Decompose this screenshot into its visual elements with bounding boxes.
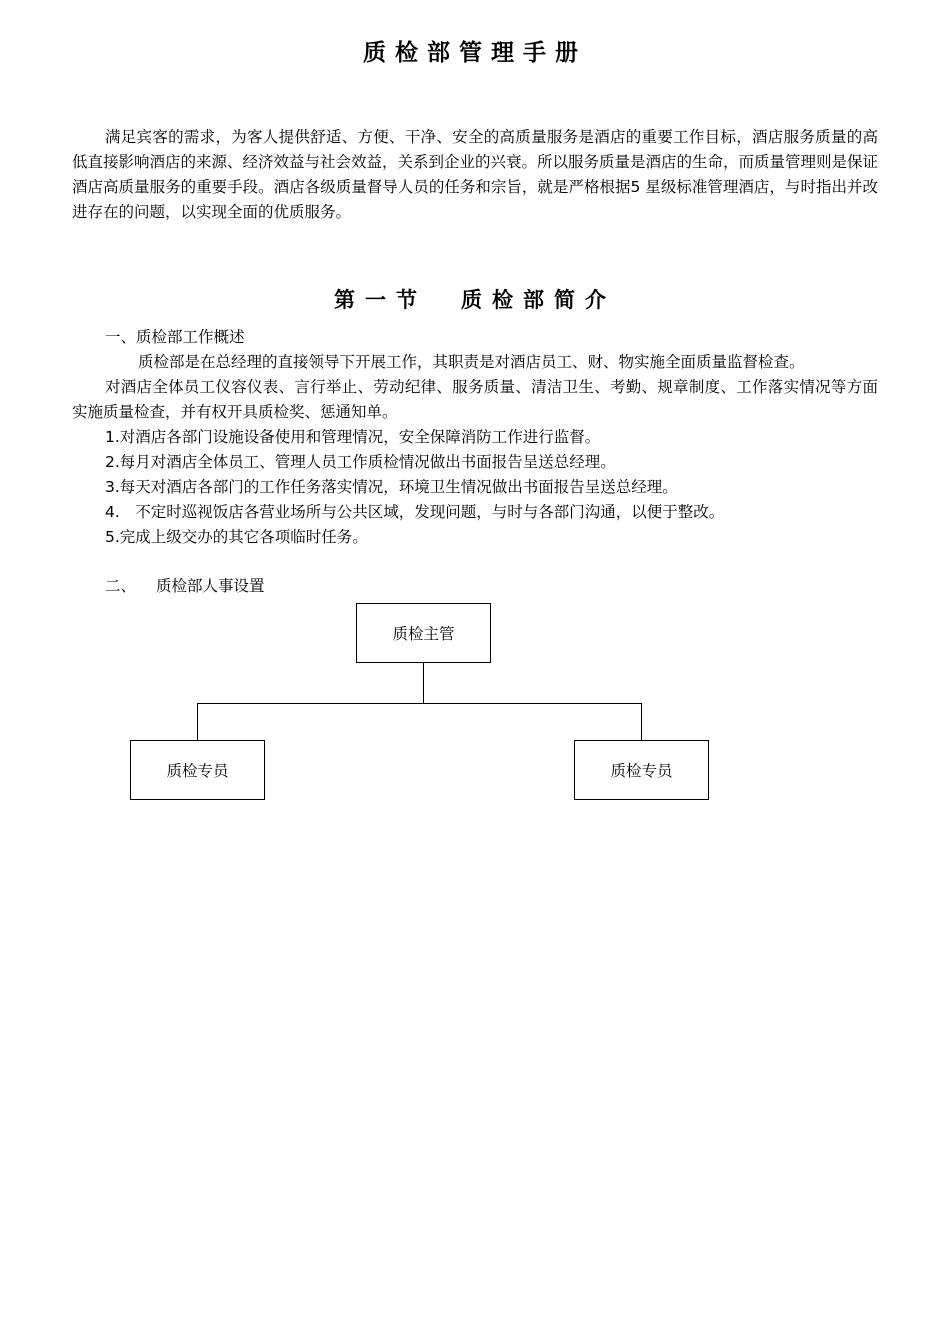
subsection-number: 二、 [105, 577, 137, 595]
section-body [72, 325, 878, 550]
intro-paragraph: 满足宾客的需求，为客人提供舒适、方便、干净、安全的高质量服务是酒店的重要工作目标，酒店服务质量的高低直接影响酒店的来源、经济效益与社会效益，关系到企业的兴衰。所以服务质量是酒店的生命，而质量管理则是保证酒店高质量服务的重要手段。酒店各级质量督导人员的任务和宗旨，就是严格根据5 星级标准管理酒店，与时指出并改进存在的问题，以实现全面的优质服务。 [72, 128, 879, 221]
org-box-supervisor [356, 603, 491, 663]
duty-item-1: 1.对酒店各部门设施设备使用和管理情况，安全保障消防工作进行监督。 [105, 428, 601, 446]
org-label-supervisor: 质检主管 [392, 625, 455, 643]
subsection-heading-staffing [105, 574, 265, 599]
section-name: 质检部简介 [461, 288, 616, 312]
org-label-inspector-right: 质检专员 [610, 762, 673, 780]
overview-text: 质检部是在总经理的直接领导下开展工作，其职责是对酒店员工、财、物实施全面质量监督检查。 [138, 353, 805, 371]
org-connector-right [641, 703, 642, 740]
org-connector-horizontal [197, 703, 642, 704]
section-number: 第一节 [334, 288, 427, 312]
document-title: 质检部管理手册 [363, 40, 587, 66]
scope-paragraph: 对酒店全体员工仪容仪表、言行举止、劳动纪律、服务质量、清洁卫生、考勤、规章制度、工作落实情况等方面实施质量检查，并有权开具质检奖、惩通知单。 [72, 378, 878, 421]
duty-item-5: 5.完成上级交办的其它各项临时任务。 [105, 528, 368, 546]
duty-item-3: 3.每天对酒店各部门的工作任务落实情况，环境卫生情况做出书面报告呈送总经理。 [105, 478, 678, 496]
subsection-heading-overview: 一、质检部工作概述 [105, 328, 245, 346]
section-title [0, 284, 950, 314]
subsection-title: 质检部人事设置 [156, 577, 265, 595]
org-box-inspector-left [130, 740, 265, 800]
org-connector-vertical [423, 663, 424, 703]
org-box-inspector-right [574, 740, 709, 800]
duty-item-4: 4. 不定时巡视饭店各营业场所与公共区域，发现问题，与时与各部门沟通，以便于整改。 [105, 503, 725, 521]
org-label-inspector-left: 质检专员 [166, 762, 229, 780]
org-connector-left [197, 703, 198, 740]
duty-item-2: 2.每月对酒店全体员工、管理人员工作质检情况做出书面报告呈送总经理。 [105, 453, 616, 471]
